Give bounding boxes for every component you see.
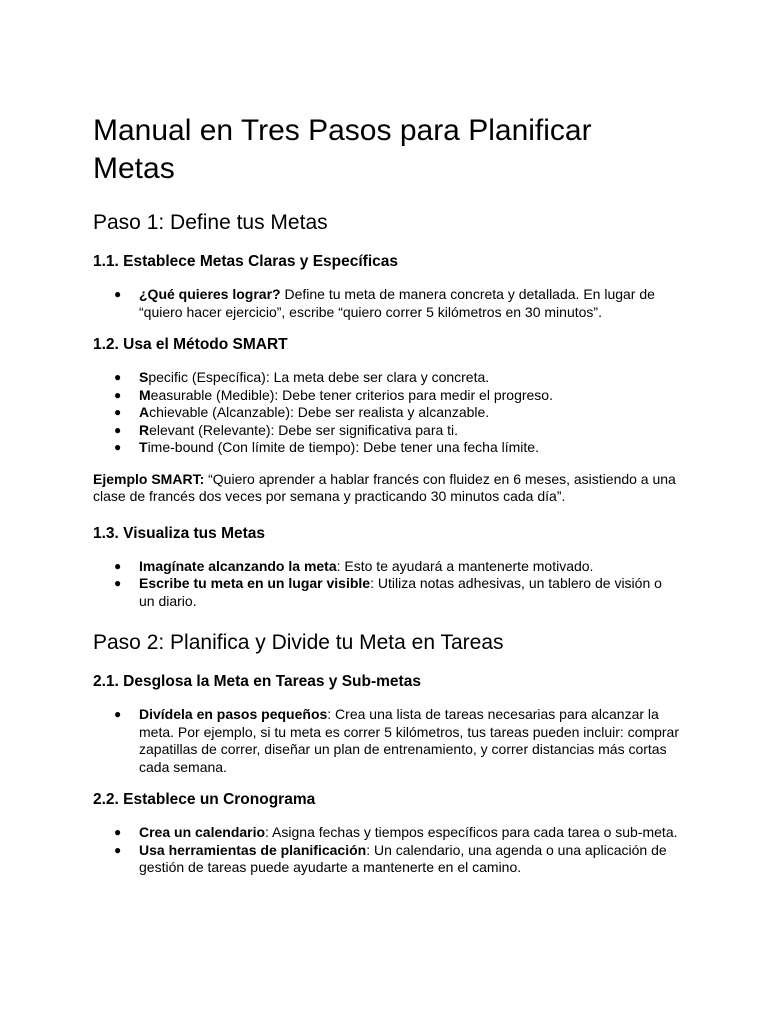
bullet-icon: ● xyxy=(114,405,122,419)
section-2-1-heading: 2.1. Desglosa la Meta en Tareas y Sub-metas xyxy=(93,673,421,690)
section-2-1-list xyxy=(93,706,680,776)
list-item-text: : Un calendario, una agenda o una aplicación de gestión de tareas puede ayudarte a mantenerte en el camino. xyxy=(139,841,667,875)
smart-text: pecific (Específica): La meta debe ser clara y concreta. xyxy=(148,369,490,385)
list-item-bold: Usa herramientas de planificación xyxy=(139,841,367,858)
smart-example-label: Ejemplo SMART: xyxy=(93,470,205,487)
smart-example xyxy=(93,471,680,506)
smart-letter: M xyxy=(139,386,151,403)
step2-heading: Paso 2: Planifica y Divide tu Meta en Tareas xyxy=(93,631,504,654)
smart-text: ime-bound (Con límite de tiempo): Debe tener una fecha límite. xyxy=(147,439,539,455)
list-item xyxy=(93,824,680,842)
list-item-text: : Asigna fechas y tiempos específicos para cada tarea o sub-meta. xyxy=(265,824,678,840)
list-item-text: Define tu meta de manera concreta y detallada. En lugar de “quiero hacer ejercicio”, escribe “quiero correr 5 kilómetros en 30 minutos”. xyxy=(139,286,655,320)
smart-text: elevant (Relevante): Debe ser significativa para ti. xyxy=(149,421,459,438)
smart-letter: A xyxy=(139,404,150,420)
list-item xyxy=(93,842,680,877)
list-item-bold: Crea un calendario xyxy=(139,824,266,840)
list-item xyxy=(93,575,680,610)
list-item-bold: Divídela en pasos pequeños xyxy=(139,706,328,722)
list-item xyxy=(93,286,680,321)
bullet-icon: ● xyxy=(114,576,122,590)
smart-item-achievable xyxy=(93,404,680,422)
bullet-icon: ● xyxy=(114,825,122,839)
bullet-icon: ● xyxy=(114,440,122,454)
bullet-icon: ● xyxy=(114,422,122,437)
bullet-icon: ● xyxy=(114,287,122,301)
smart-text: chievable (Alcanzable): Debe ser realista y alcanzable. xyxy=(149,404,490,420)
smart-letter: R xyxy=(139,421,150,438)
bullet-icon: ● xyxy=(114,707,122,721)
list-item xyxy=(93,558,680,576)
section-1-2-heading: 1.2. Usa el Método SMART xyxy=(93,336,288,353)
bullet-icon: ● xyxy=(114,387,122,402)
list-item-text: : Utiliza notas adhesivas, un tablero de visión o un diario. xyxy=(139,575,662,609)
list-item-bold: Escribe tu meta en un lugar visible xyxy=(139,575,371,591)
smart-letter: S xyxy=(139,369,149,385)
list-item-text: : Esto te ayudará a mantenerte motivado. xyxy=(336,557,594,574)
document-title: Manual en Tres Pasos para Planificar Metas xyxy=(93,114,592,185)
smart-letter: T xyxy=(139,439,148,455)
section-1-3-heading: 1.3. Visualiza tus Metas xyxy=(93,524,266,542)
list-item-text: : Crea una lista de tareas necesarias para alcanzar la meta. Por ejemplo, si tu meta es correr 5 kilómetros, tus tareas pueden incluir: comprar zapatillas de correr, diseñar un plan de entrenamiento, y correr distancias más cortas cada semana. xyxy=(139,706,679,775)
section-2-2-list xyxy=(93,824,680,877)
list-item-bold: Imagínate alcanzando la meta xyxy=(139,557,337,574)
smart-text: easurable (Medible): Debe tener criterios para medir el progreso. xyxy=(150,386,553,403)
section-1-1-list xyxy=(93,286,680,321)
smart-item-specific xyxy=(93,369,680,387)
bullet-icon: ● xyxy=(114,370,122,384)
section-1-1-heading: 1.1. Establece Metas Claras y Específicas xyxy=(93,253,399,270)
smart-example-text: “Quiero aprender a hablar francés con fluidez en 6 meses, asistiendo a una clase de francés dos veces por semana y practicando 30 minutos cada día”. xyxy=(93,470,676,504)
smart-item-relevant xyxy=(93,422,680,440)
smart-item-time-bound xyxy=(93,439,680,457)
section-2-2-heading: 2.2. Establece un Cronograma xyxy=(93,791,316,808)
list-item-bold: ¿Qué quieres lograr? xyxy=(139,286,281,302)
bullet-icon: ● xyxy=(114,842,122,857)
smart-item-measurable xyxy=(93,387,680,405)
bullet-icon: ● xyxy=(114,558,122,573)
step1-heading: Paso 1: Define tus Metas xyxy=(93,211,328,234)
list-item xyxy=(93,706,680,776)
smart-list xyxy=(93,369,680,457)
section-1-3-list xyxy=(93,558,680,611)
